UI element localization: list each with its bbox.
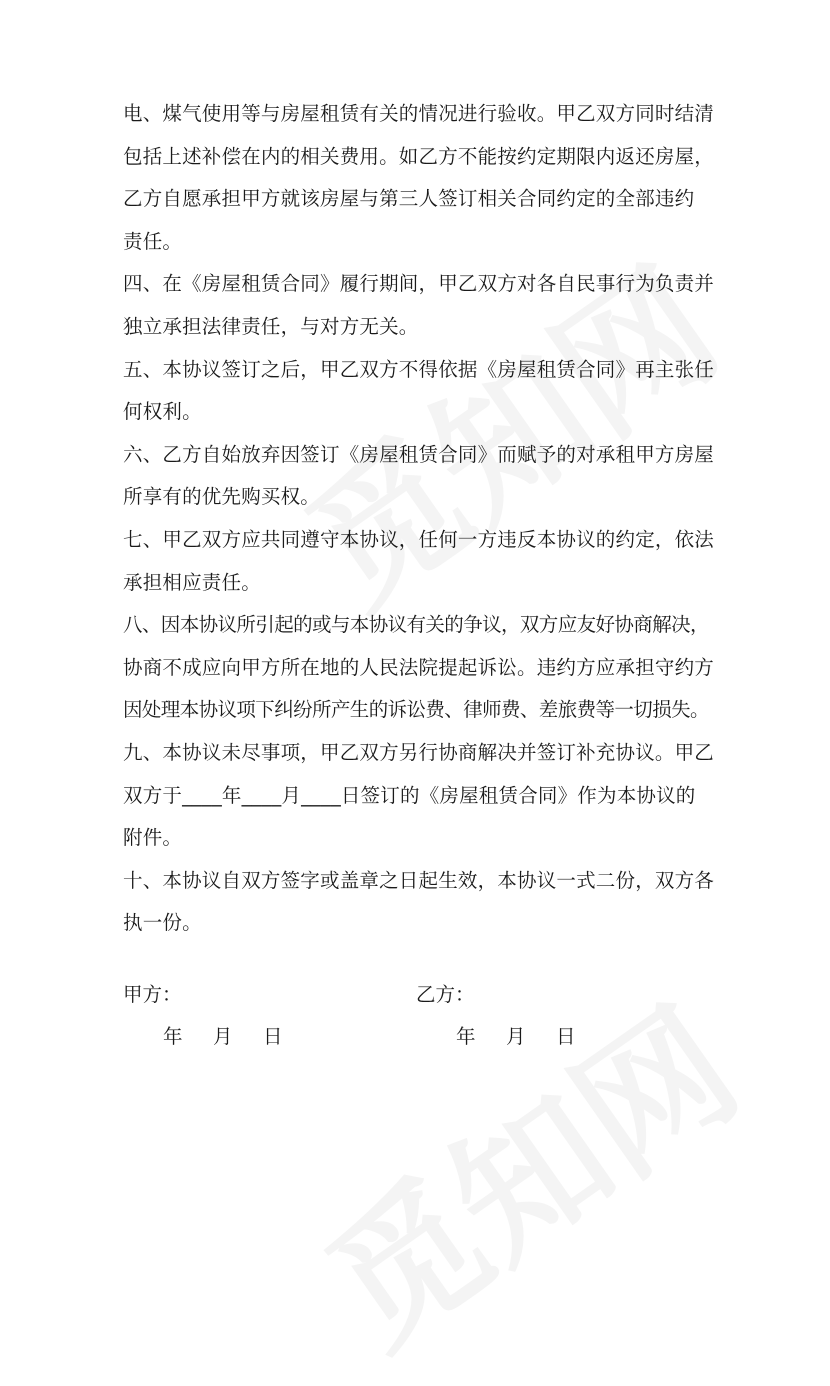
clause-8-line: 八、因本协议所引起的或与本协议有关的争议，双方应友好协商解决， [123, 613, 709, 637]
clause-7-line: 承担相应责任。 [123, 570, 261, 594]
clause-6-line: 六、乙方自始放弃因签订《房屋租赁合同》而赋予的对承租甲方房屋 [123, 442, 715, 466]
clause-9-line: 九、本协议未尽事项，甲乙双方另行协商解决并签订补充协议。甲乙 [123, 740, 715, 764]
party-b-month: 月 [506, 1025, 526, 1048]
clause-10-line: 十、本协议自双方签字或盖章之日起生效，本协议一式二份，双方各 [123, 868, 715, 892]
clause-5-line: 五、本协议签订之后，甲乙双方不得依据《房屋租赁合同》再主张任 [123, 357, 715, 381]
body-line: 责任。 [123, 229, 183, 253]
party-a-day: 日 [263, 1025, 283, 1048]
clause-4-line: 独立承担法律责任，与对方无关。 [123, 314, 419, 338]
body-line: 包括上述补偿在内的相关费用。如乙方不能按约定期限内返还房屋， [123, 144, 715, 168]
body-line: 乙方自愿承担甲方就该房屋与第三人签订相关合同约定的全部违约 [123, 187, 695, 211]
party-a-year: 年 [163, 1025, 183, 1048]
party-b-day: 日 [556, 1025, 576, 1048]
clause-4-line: 四、在《房屋租赁合同》履行期间，甲乙双方对各自民事行为负责并 [123, 272, 715, 296]
watermark [279, 950, 772, 1385]
party-b-label: 乙方： [416, 983, 475, 1006]
clause-9-line: 附件。 [123, 826, 183, 850]
clause-6-line: 所享有的优先购买权。 [123, 485, 321, 509]
party-a-month: 月 [213, 1025, 233, 1048]
body-line: 电、煤气使用等与房屋租赁有关的情况进行验收。甲乙双方同时结清 [123, 102, 715, 125]
party-a-label: 甲方： [123, 983, 182, 1006]
clause-8-line: 协商不成应向甲方所在地的人民法院提起诉讼。违约方应承担守约方 [123, 655, 715, 679]
agreement-body [123, 100, 723, 952]
party-b-year: 年 [456, 1025, 476, 1048]
clause-5-line: 何权利。 [123, 400, 202, 424]
clause-10-line: 执一份。 [123, 911, 202, 935]
clause-9-line: 双方于____年____月____日签订的《房屋租赁合同》作为本协议的 [123, 783, 696, 807]
clause-8-line: 因处理本协议项下纠纷所产生的诉讼费、律师费、差旅费等一切损失。 [123, 698, 709, 722]
clause-7-line: 七、甲乙双方应共同遵守本协议，任何一方违反本协议的约定，依法 [123, 527, 715, 551]
